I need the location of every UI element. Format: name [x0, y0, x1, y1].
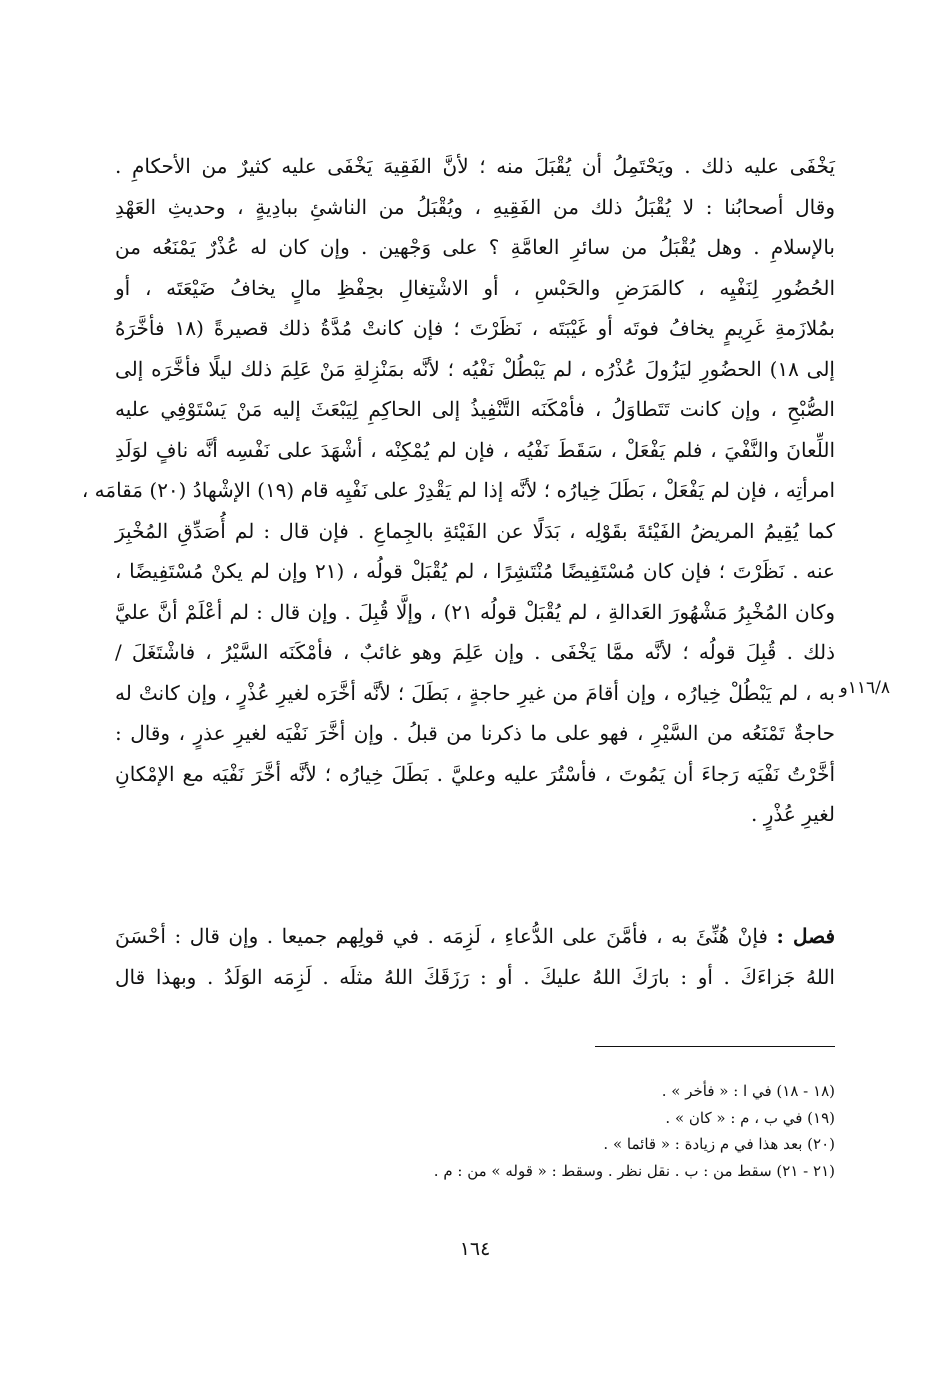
text-line: وكان المُخْبِرُ مَشْهُورَ العَدالةِ ، لم يُقْبَلْ قولُه ٢١) ، وإلَّا قُبِلَ . وإن قال : لم أعْلَمْ أنَّ عليَّ [115, 599, 836, 624]
footnotes [300, 1078, 835, 1184]
text-line: اللِّعانَ والنَّفْيَ ، فلم يَفْعَلْ ، سَقَطَ نَفْيُه ، فإن لم يُمْكِنْه ، أشْهَدَ على نَفْسِه أنَّه نافٍ لوَلَدِ [115, 437, 835, 462]
text-line: به ، لم يَبْطُلْ خِيارُه ، وإن أقامَ من غيرِ حاجةٍ ، بَطَلَ ؛ لأنَّه أخَّرَه لغيرِ عُذْرٍ ، وإن كانتْ له [115, 680, 835, 705]
footnote-separator [595, 1046, 835, 1047]
text-line: إلى ١٨) الحضُورِ ليَزُولَ عُذْرُه ، لم يَبْطُلْ نَفْيُه ؛ لأنَّه بمَنْزِلةِ مَنْ عَلِمَ ذلك ليلًا فأخَّرَه إلى [115, 356, 835, 381]
text-line: لغيرِ عُذْرٍ . [751, 802, 835, 826]
text-line: عنه . نَظَرْتَ ؛ فإن كان مُسْتَفِيضًا مُنْتَشِرًا ، لم يُقْبَلْ قولُه ، (٢١ وإن لم يكنْ مُسْتَفِيضًا ، [115, 559, 835, 583]
fasl-heading: فصل : [776, 924, 836, 948]
footnote: (٢١ - ٢١) سقط من : ب . نقل نظر . وسقط : « قوله » من : م . [433, 1161, 835, 1180]
manuscript-folio-marker: ١١٦/٨و [839, 678, 890, 698]
text-line: أخَّرْتُ نَفْيَه رَجاءَ أن يَمُوتَ ، فأسْتُرَ عليه وعليَّ . بَطَلَ خِيارُه ؛ لأنَّه أخَّرَ نَفْيَه مع الإمْكانِ [115, 761, 835, 786]
fasl-line: اللهُ جَزاءَكَ . أو : بارَكَ اللهُ عليكَ . أو : رَزَقَكَ اللهُ مثلَه . لَزِمَه الوَلَدُ . وبهذا قال [115, 964, 835, 989]
main-text [81, 146, 836, 835]
text-line: الصُّبْحِ ، وإن كانت تَتَطاوَلُ ، فأمْكَنَه التَّنْفِيذُ إلى الحاكِمِ لِيَبْعَثَ إليه مَنْ يَسْتَوْفِي عليه [115, 397, 835, 421]
text-line: الحُضُورِ لِنَفْيِه ، كالمَرَضِ والحَبْسِ ، أو الاشْتِغالِ بحِفْظِ مالٍ يخافُ ضَيْعَتَه ، أو [115, 275, 835, 300]
footnote: (٢٠) بعد هذا في م زيادة : « قائما » . [603, 1135, 835, 1153]
text-line: يَخْفَى عليه ذلك . ويَحْتَمِلُ أن يُقْبَلَ منه ؛ لأنَّ الفَقِيهَ يَخْفَى عليه كثيرٌ من الأحكامِ . [115, 154, 835, 178]
footnote: (١٨ - ١٨) في ا : « فأخر » . [661, 1082, 835, 1100]
fasl-line [115, 916, 835, 957]
text-line: بالإسلامِ . وهل يُقْبَلُ من سائرِ العامَّةِ ؟ على وَجْهين . وإن كان له عُذْرٌ يَمْنَعُه من [115, 235, 835, 259]
text-line: امرأتِه ، فإن لم يَفْعَلْ ، بَطَلَ خِيارُه ؛ لأنَّه إذا لم يَقْدِرْ على نَفْيِه قام (١٩) الإشْهادُ (٢٠) مَقامَه ، [81, 478, 835, 502]
text-line: بمُلازَمةِ غَرِيمٍ يخافُ فوتَه أو غَيْبَتَه ، نَظَرْتَ ؛ فإن كانتْ مُدَّةُ ذلك قصيرةً (١٨ فأخَّرَهُ [115, 316, 835, 340]
page-number: ١٦٤ [459, 1238, 491, 1260]
text-line: كما يُقِيمُ المريضُ الفَيْئةَ بقَوْلِه ، بَدَلًا عن الفَيْئةِ بالجِماعِ . فإن قال : لم أُصَدِّقِ المُخْبِرَ [115, 518, 835, 543]
text-line: ذلك . قُبِلَ قولُه ؛ لأنَّه ممَّا يَخْفَى . وإن عَلِمَ وهو غائبٌ ، فأمْكَنَه السَّيْرُ ، فاشْتَغَلَ / [115, 640, 835, 664]
text-line: حاجةٌ تَمْنَعُه من السَّيْرِ ، فهو على ما ذكرنا من قبلُ . وإن أخَّرَ نَفْيَه لغيرِ عذرٍ ، وقال : [115, 721, 835, 745]
fasl-line-text: فإنْ هُنِّئَ به ، فأمَّنَ على الدُّعاءِ ، لَزِمَه . في قولِهم جميعا . وإن قال : أحْسَنَ [115, 924, 768, 948]
text-line: وقال أصحابُنا : لا يُقْبَلُ ذلك من الفَقِيهِ ، ويُقْبَلُ من الناشئِ ببادِيةٍ ، وحديثِ العَهْدِ [115, 194, 835, 219]
footnote: (١٩) في ب ، م : « كان » . [665, 1108, 835, 1127]
fasl-section [115, 916, 835, 997]
